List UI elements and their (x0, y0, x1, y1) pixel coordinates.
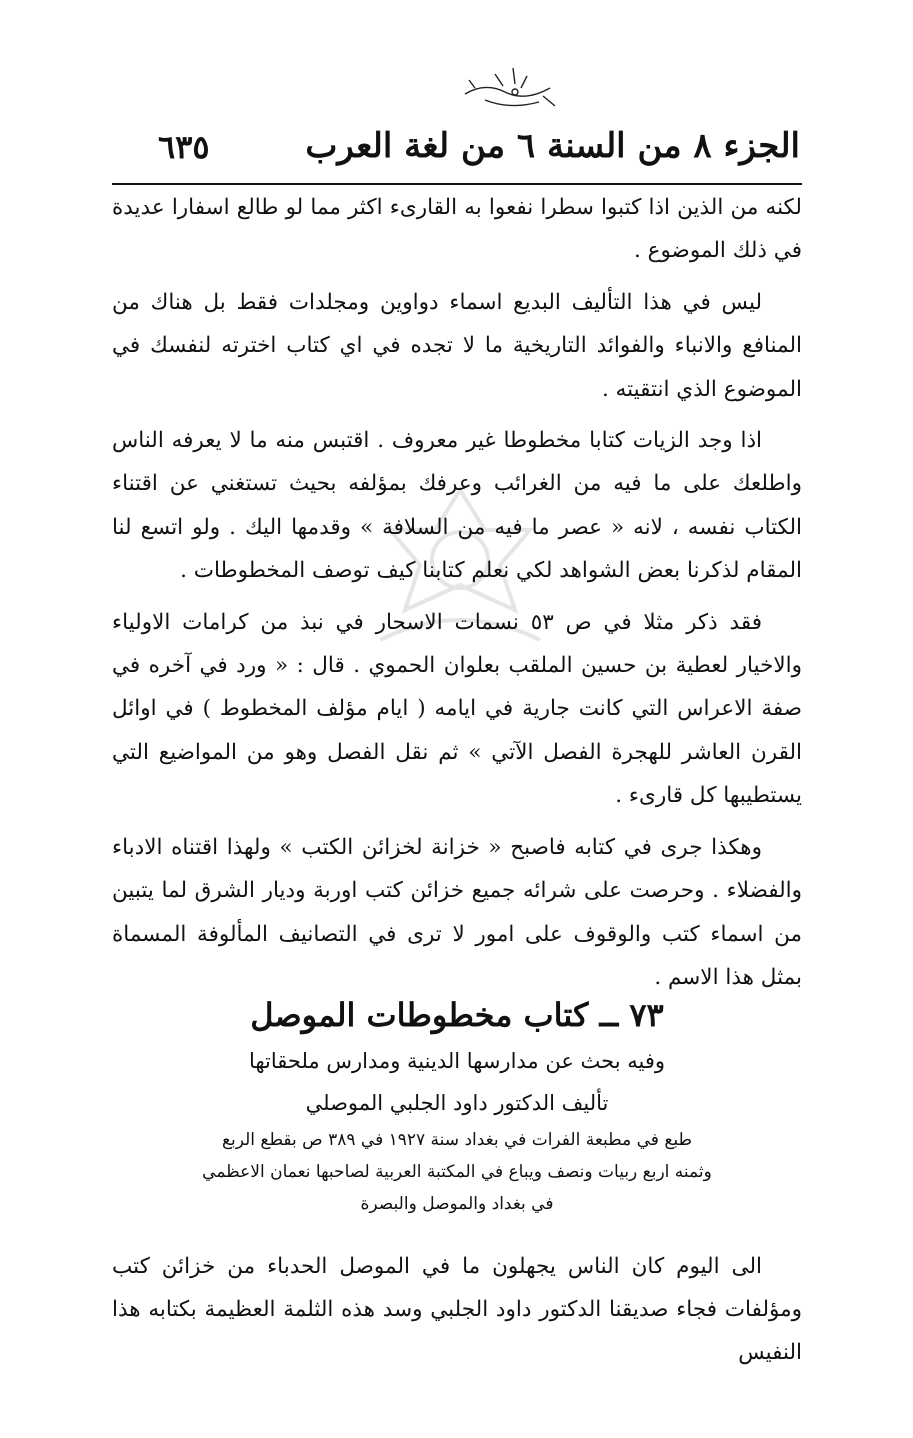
price-info: وثمنه اربع ربيات ونصف ويباع في المكتبة العربية لصاحبها نعمان الاعظمي (202, 1162, 712, 1182)
article-body (112, 186, 802, 1007)
running-header (120, 118, 800, 178)
paragraph: الى اليوم كان الناس يجهلون ما في الموصل الحدباء من خزائن كتب ومؤلفات فجاء صديقنا الدكتور داود الجلبي وسد هذه الثلمة العظيمة بكتابه هذا النفيس (112, 1254, 802, 1365)
paragraph: ليس في هذا التأليف البديع اسماء دواوين ومجلدات فقط بل هناك من المنافع والانباء والفوائد التاريخية ما لا تجده في اي كتاب اخترته لنفسك في الموضوع الذي انتقيته . (112, 289, 802, 402)
header-title: الجزء ٨ من السنة ٦ من لغة العرب (305, 126, 800, 166)
header-divider (112, 183, 802, 185)
section-author: تأليف الدكتور داود الجلبي الموصلي (305, 1091, 609, 1115)
paragraph: فقد ذكر مثلا في ص ٥٣ نسمات الاسحار في نبذ من كرامات الاولياء والاخيار لعطية بن حسين الملقب بعلوان الحموي . قال : « ورد في آخره في صفة الاعراس التي كانت جارية في ايامه ( ايام مؤلف المخطوط ) في اوائل القرن العاشر للهجرة الفصل الآتي » ثم نقل الفصل وهو من المواضيع التي يستطيبها كل قارىء . (112, 609, 802, 809)
print-info: طبع في مطبعة الفرات في بغداد سنة ١٩٢٧ في ٣٨٩ ص بقطع الربع (221, 1130, 693, 1150)
section-subtitle: وفيه بحث عن مدارسها الدينية ومدارس ملحقاتها (248, 1049, 666, 1073)
page-number: ٦٣٥ (158, 128, 210, 166)
decorative-ornament-icon (455, 62, 565, 114)
sale-places: في بغداد والموصل والبصرة (360, 1194, 554, 1214)
paragraph: اذا وجد الزيات كتابا مخطوطا غير معروف . اقتبس منه ما لا يعرفه الناس واطلعك على ما فيه من الغرائب وعرفك بمؤلفه بحيث تستغني عن اقتناء الكتاب نفسه ، لانه « عصر ما فيه من السلافة » وقدمها اليك . ولو اتسع لنا المقام لذكرنا بعض الشواهد لكي نعلم كتابنا كيف توصف المخطوطات . (112, 428, 802, 584)
section-title: ٧٣ ــ كتاب مخطوطات الموصل (250, 996, 664, 1034)
book-review-heading (112, 990, 802, 1220)
review-body (112, 1245, 802, 1374)
paragraph: لكنه من الذين اذا كتبوا سطرا نفعوا به القارىء اكثر مما لو طالع اسفارا عديدة في ذلك الموضوع . (112, 195, 802, 264)
paragraph: وهكذا جرى في كتابه فاصبح « خزانة لخزائن الكتب » ولهذا اقتناه الادباء والفضلاء . وحرصت على شرائه جميع خزائن كتب اوربة وديار الشرق لما يتبين من اسماء كتب والوقوف على امور لا ترى في التصانيف المألوفة المسماة بمثل هذا الاسم . (112, 834, 802, 990)
